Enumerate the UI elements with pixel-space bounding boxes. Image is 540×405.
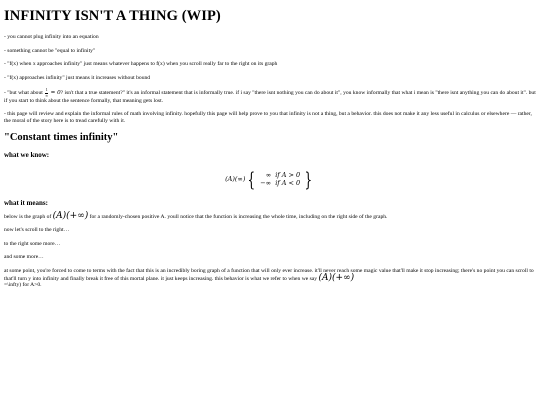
final-paragraph [4,268,536,289]
right-brace: } [304,166,313,191]
case-condition-positive: if A > 0 [275,170,301,179]
but-what-about-prefix: - "but what about [4,90,43,97]
left-brace: { [247,166,256,191]
final-tail: =\infty) for A>0. [4,282,42,289]
section-heading: "Constant times infinity" [4,131,119,143]
graph-suffix: for a randomly-chosen positive A. youll notice that the function is increasing the whole time, including on the right side of the graph. [89,213,388,220]
case-value-positive: ∞ [265,170,272,179]
but-what-about-paragraph [4,88,536,104]
scroll-paragraph-1: now let's scroll to the right… [4,227,70,234]
cases-block [260,171,300,187]
scroll-paragraph-3: and some more… [4,254,44,261]
cases-equation [4,166,536,191]
final-math: (A)(+∞) [318,272,355,283]
case-value-negative: −∞ [260,178,272,187]
graph-math: (A)(+∞) [52,210,89,221]
fraction-numerator: 1 [45,87,48,93]
scroll-paragraph-2: to the right some more… [4,240,61,247]
graph-prefix: below is the graph of [4,213,52,220]
case-condition-negative: if A < 0 [275,178,301,187]
review-paragraph: - this page will review and explain the informal rules of math involving infinity. hopefully this page will help prove to you that infinity is not a thing, but a behavior. this does not make it any less useful in calculus or elsewhere — rather, the moral of the story here is to tread carefully with it. [4,111,532,124]
but-what-about-suffix: ? isn't that a true statement?" it's an informal statement that is informally true. if i say "there isnt nothing you can do about it", you know informally that what i mean is "there isnt anything you can do about it". but if you start to think about the sentence formally, that meaning gets lost. [4,90,536,104]
one-over-infinity-fraction [45,88,48,97]
what-we-know-heading: what we know: [4,150,50,159]
case-row-positive [260,171,300,179]
case-row-negative [260,179,300,187]
fraction-denominator: ∞ [45,92,49,98]
intro-item-4: - "f(x) approaches infinity" just means it increases without bound [4,74,151,81]
intro-item-3: - "f(x) when x approaches infinity" just means whatever happens to f(x) when you scroll really far to the right on its graph [4,61,278,68]
what-it-means-heading: what it means: [4,198,48,207]
graph-paragraph [4,210,536,221]
equals-zero: = 0 [50,90,61,97]
intro-item-1: - you cannot plug infinity into an equation [4,34,99,40]
equation-lhs: (A)(∞) [225,174,246,183]
intro-item-2: - something cannot be "equal to infinity" [4,47,96,54]
final-text: at some point, you're forced to come to terms with the fact that this is an incredibly boring graph of a function that will only ever increase. it'll never reach some magic value that'll make it stop increasing; there's no point you can scroll to that'll turn y into infinity and finally break it free of this mortal plane. it just keeps increasing. this behavior is what we refer to when we say [4,267,534,282]
page-title: INFINITY ISN'T A THING (WIP) [4,8,221,24]
